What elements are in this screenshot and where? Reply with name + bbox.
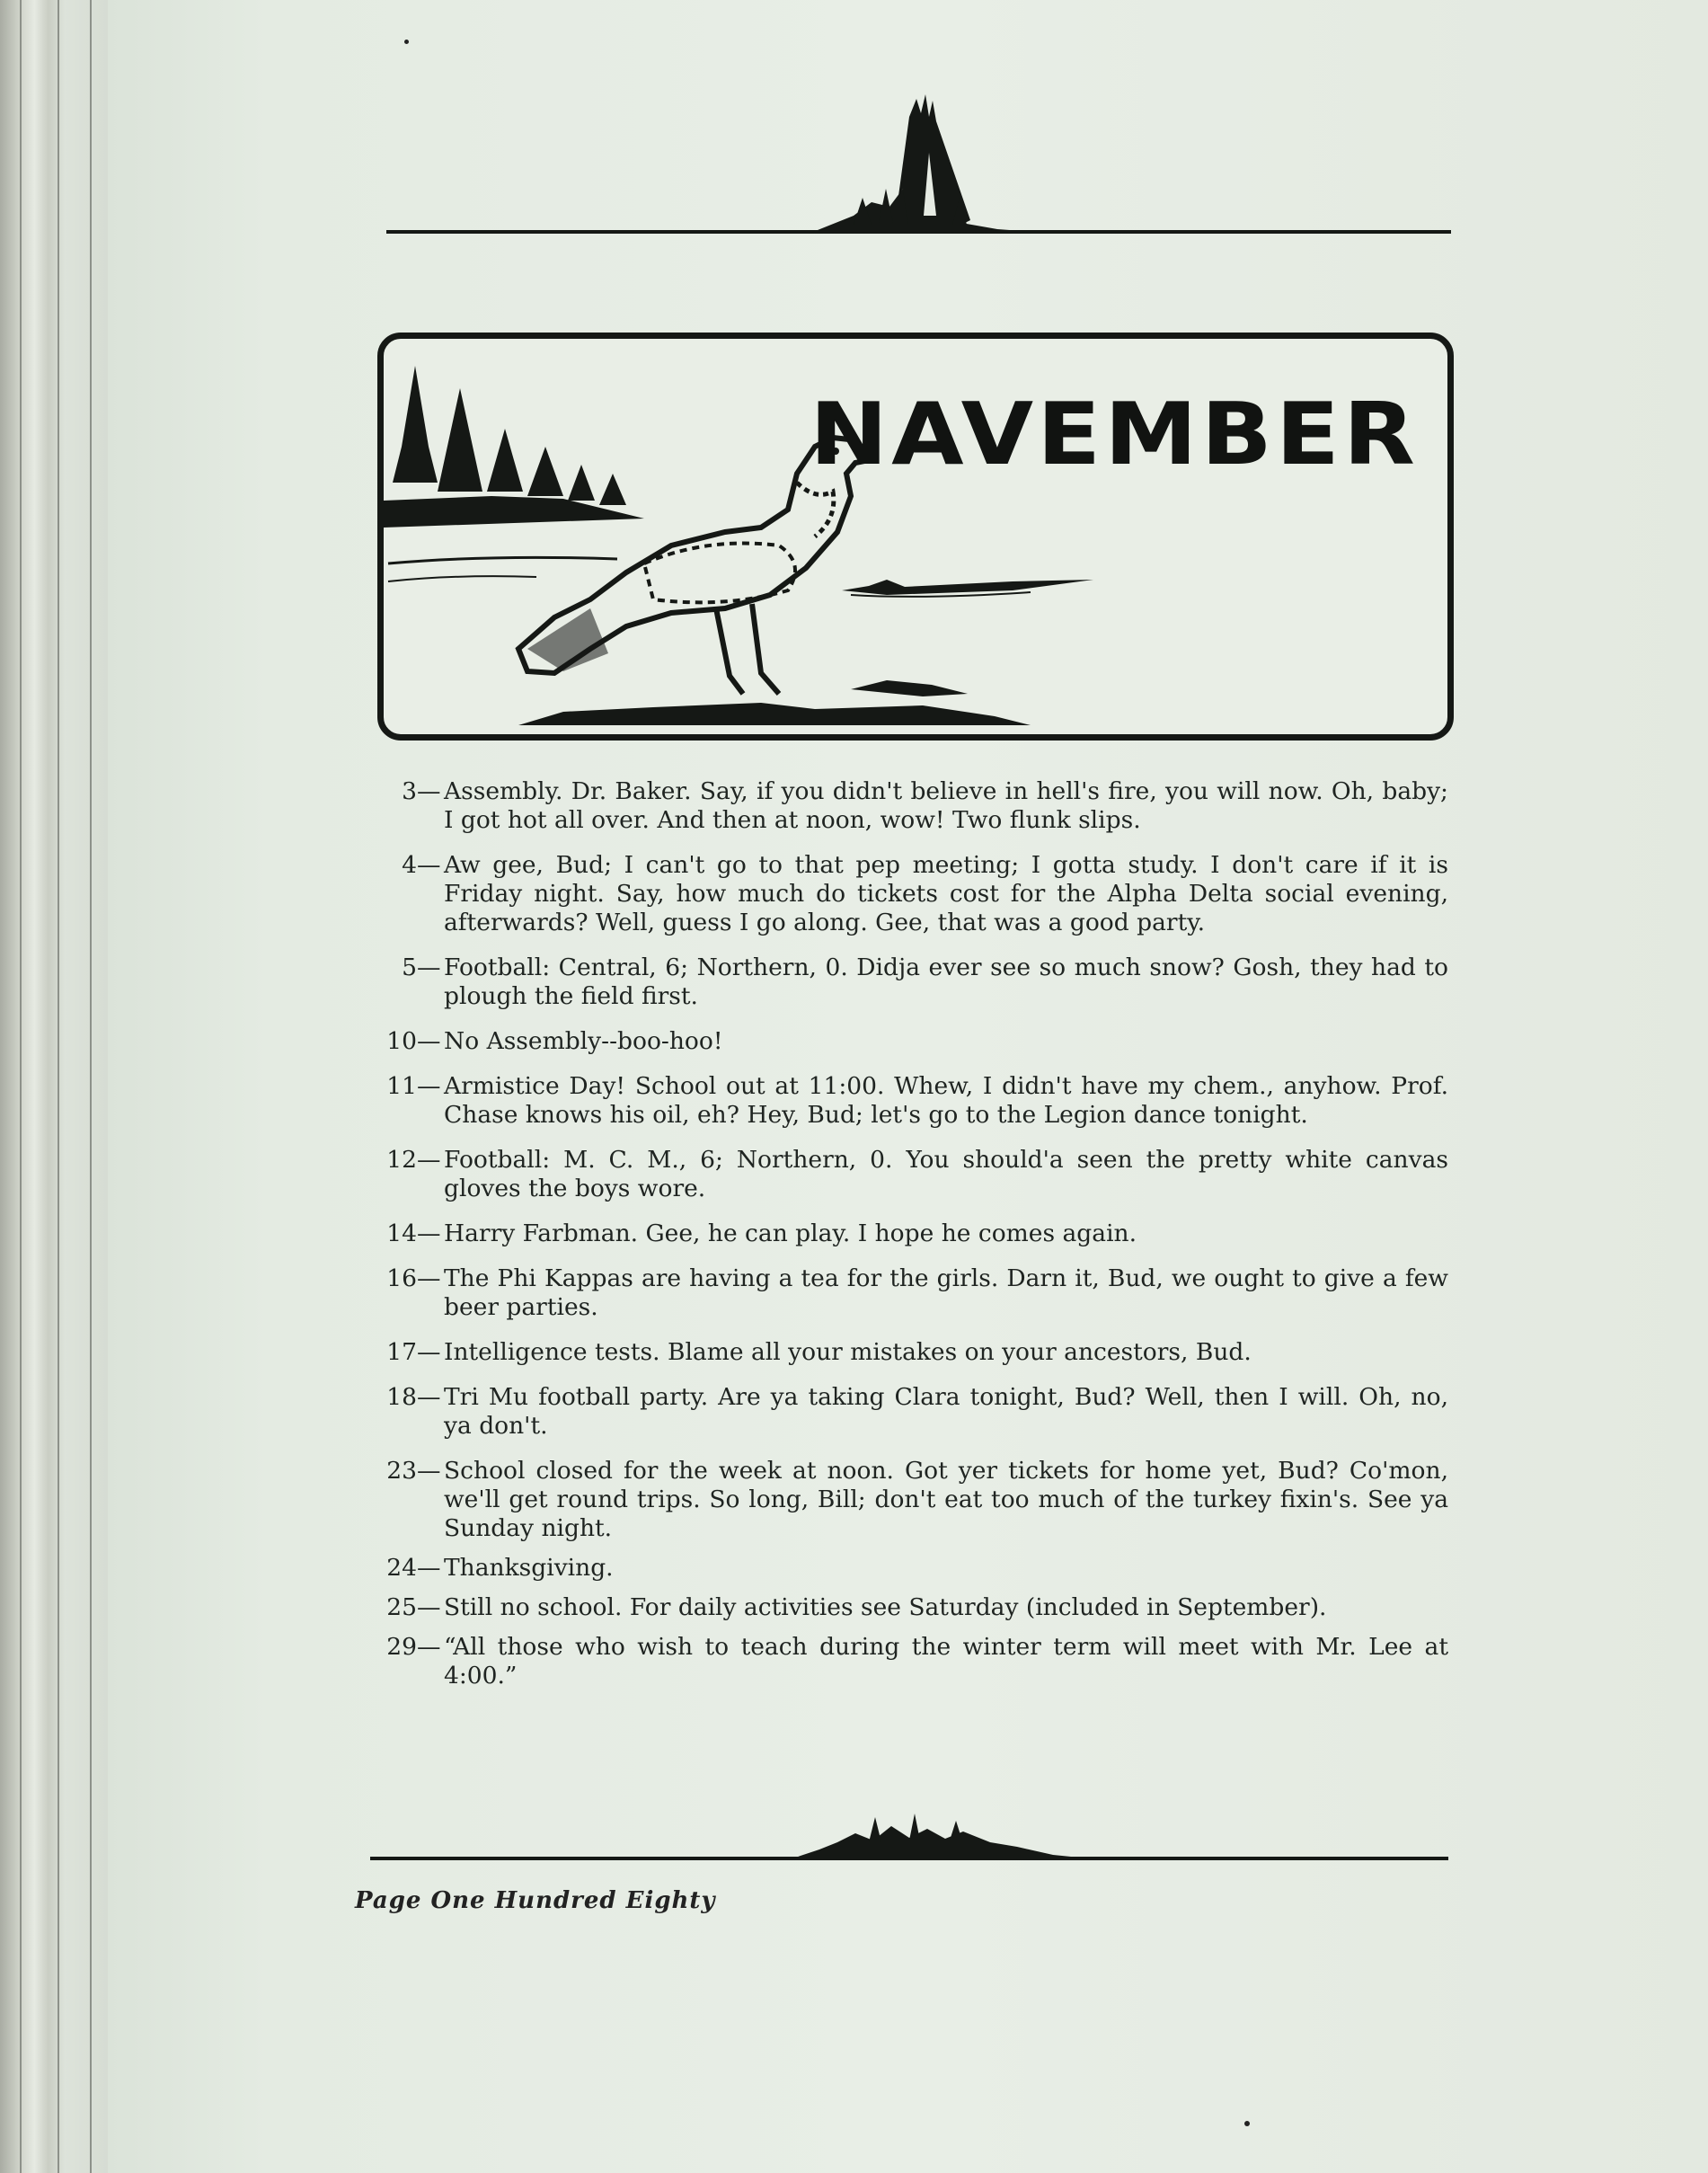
page-footer: Page One Hundred Eighty <box>355 1887 716 1914</box>
binding-edge <box>90 0 92 2173</box>
book-binding <box>0 0 108 2173</box>
list-item: 3 — Assembly. Dr. Baker. Say, if you didn't believe in hell's fire, you will now. Oh, baby; I got hot all over. And then at noon, wow! Two flunk slips. <box>376 777 1448 835</box>
list-item: 23 — School closed for the week at noon. Got yer tickets for home yet, Bud? Co'mon, we'll get round trips. So long, Bill; don't eat too much of the turkey fixin's. See ya Sunday night. <box>376 1457 1448 1543</box>
binding-edge <box>20 0 22 2173</box>
list-item: 16 — The Phi Kappas are having a tea for the girls. Darn it, Bud, we ought to give a few beer parties. <box>376 1264 1448 1322</box>
entry-day: 3 <box>402 777 417 805</box>
list-item: 25 — Still no school. For daily activities see Saturday (included in September). <box>376 1593 1448 1622</box>
entry-text: Harry Farbman. Gee, he can play. I hope he comes again. <box>444 1220 1137 1247</box>
list-item: 10 — No Assembly--boo-hoo! <box>376 1027 1448 1056</box>
entry-day: 12 <box>386 1146 417 1174</box>
list-item: 4 — Aw gee, Bud; I can't go to that pep meeting; I gotta study. I don't care if it is Friday night. Say, how much do tickets cost for the Alpha Delta social evening, afterwards? Well, guess I go along. Gee, that was a good party. <box>376 851 1448 937</box>
entry-day: 14 <box>386 1220 417 1247</box>
entry-text: Aw gee, Bud; I can't go to that pep meeting; I gotta study. I don't care if it is Friday night. Say, how much do tickets cost for the Alpha Delta social evening, afterwards? Well, guess I go along. Gee, that was a good party. <box>444 851 1448 936</box>
page-title: NAVEMBER <box>810 384 1419 485</box>
tree-silhouette <box>792 1826 1089 1858</box>
list-item: 18 — Tri Mu football party. Are ya taking Clara tonight, Bud? Well, then I will. Oh, no, ya don't. <box>376 1383 1448 1441</box>
ink-speck <box>1244 2121 1250 2126</box>
list-item: 29 — “All those who wish to teach during the winter term will meet with Mr. Lee at 4:00.” <box>376 1633 1448 1690</box>
list-item: 5 — Football: Central, 6; Northern, 0. Didja ever see so much snow? Gosh, they had to plough the field first. <box>376 953 1448 1011</box>
entry-text: Assembly. Dr. Baker. Say, if you didn't believe in hell's fire, you will now. Oh, baby; I got hot all over. And then at noon, wow! Two flunk slips. <box>444 777 1448 834</box>
teepee-ornament <box>386 81 1456 243</box>
entry-day: 25 <box>386 1593 417 1621</box>
entry-day: 10 <box>386 1027 417 1055</box>
entry-text: “All those who wish to teach during the winter term will meet with Mr. Lee at 4:00.” <box>444 1633 1448 1690</box>
list-item: 14 — Harry Farbman. Gee, he can play. I hope he comes again. <box>376 1220 1448 1248</box>
entry-text: Football: Central, 6; Northern, 0. Didja ever see so much snow? Gosh, they had to plough the field first. <box>444 953 1448 1010</box>
month-header-illustration <box>377 333 1454 741</box>
entry-day: 11 <box>386 1072 417 1100</box>
entry-day: 23 <box>386 1457 417 1485</box>
list-item: 24 — Thanksgiving. <box>376 1554 1448 1583</box>
entry-text: Thanksgiving. <box>444 1554 614 1582</box>
bottom-ornament <box>370 1806 1448 1860</box>
entry-day: 16 <box>386 1264 417 1292</box>
entry-text: Intelligence tests. Blame all your mistakes on your ancestors, Bud. <box>444 1338 1252 1366</box>
pine-tree-icon <box>438 388 482 492</box>
entry-day: 29 <box>386 1633 417 1661</box>
calendar-entries <box>376 777 1448 1701</box>
pine-tree-icon <box>487 429 626 505</box>
entry-text: The Phi Kappas are having a tea for the girls. Darn it, Bud, we ought to give a few beer parties. <box>444 1264 1448 1321</box>
entry-text: Still no school. For daily activities see Saturday (included in September). <box>444 1593 1327 1621</box>
ink-speck <box>404 40 409 44</box>
binding-edge <box>58 0 59 2173</box>
entry-text: School closed for the week at noon. Got yer tickets for home yet, Bud? Co'mon, we'll get round trips. So long, Bill; don't eat too much of the turkey fixin's. See ya Sunday night. <box>444 1457 1448 1542</box>
entry-day: 24 <box>386 1554 417 1582</box>
list-item: 17 — Intelligence tests. Blame all your mistakes on your ancestors, Bud. <box>376 1338 1448 1367</box>
pine-tree-icon <box>393 366 438 483</box>
entry-day: 4 <box>402 851 417 879</box>
entry-day: 17 <box>386 1338 417 1366</box>
list-item: 11 — Armistice Day! School out at 11:00. Whew, I didn't have my chem., anyhow. Prof. Chase knows his oil, eh? Hey, Bud; let's go to the Legion dance tonight. <box>376 1072 1448 1130</box>
entry-day: 18 <box>386 1383 417 1411</box>
list-item: 12 — Football: M. C. M., 6; Northern, 0. You should'a seen the pretty white canvas gloves the boys wore. <box>376 1146 1448 1203</box>
entry-text: No Assembly--boo-hoo! <box>444 1027 723 1055</box>
entry-text: Football: M. C. M., 6; Northern, 0. You should'a seen the pretty white canvas gloves the boys wore. <box>444 1146 1448 1202</box>
entry-text: Tri Mu football party. Are ya taking Clara tonight, Bud? Well, then I will. Oh, no, ya don't. <box>444 1383 1448 1440</box>
entry-text: Armistice Day! School out at 11:00. Whew, I didn't have my chem., anyhow. Prof. Chase knows his oil, eh? Hey, Bud; let's go to the Legion dance tonight. <box>444 1072 1448 1129</box>
entry-day: 5 <box>402 953 417 981</box>
